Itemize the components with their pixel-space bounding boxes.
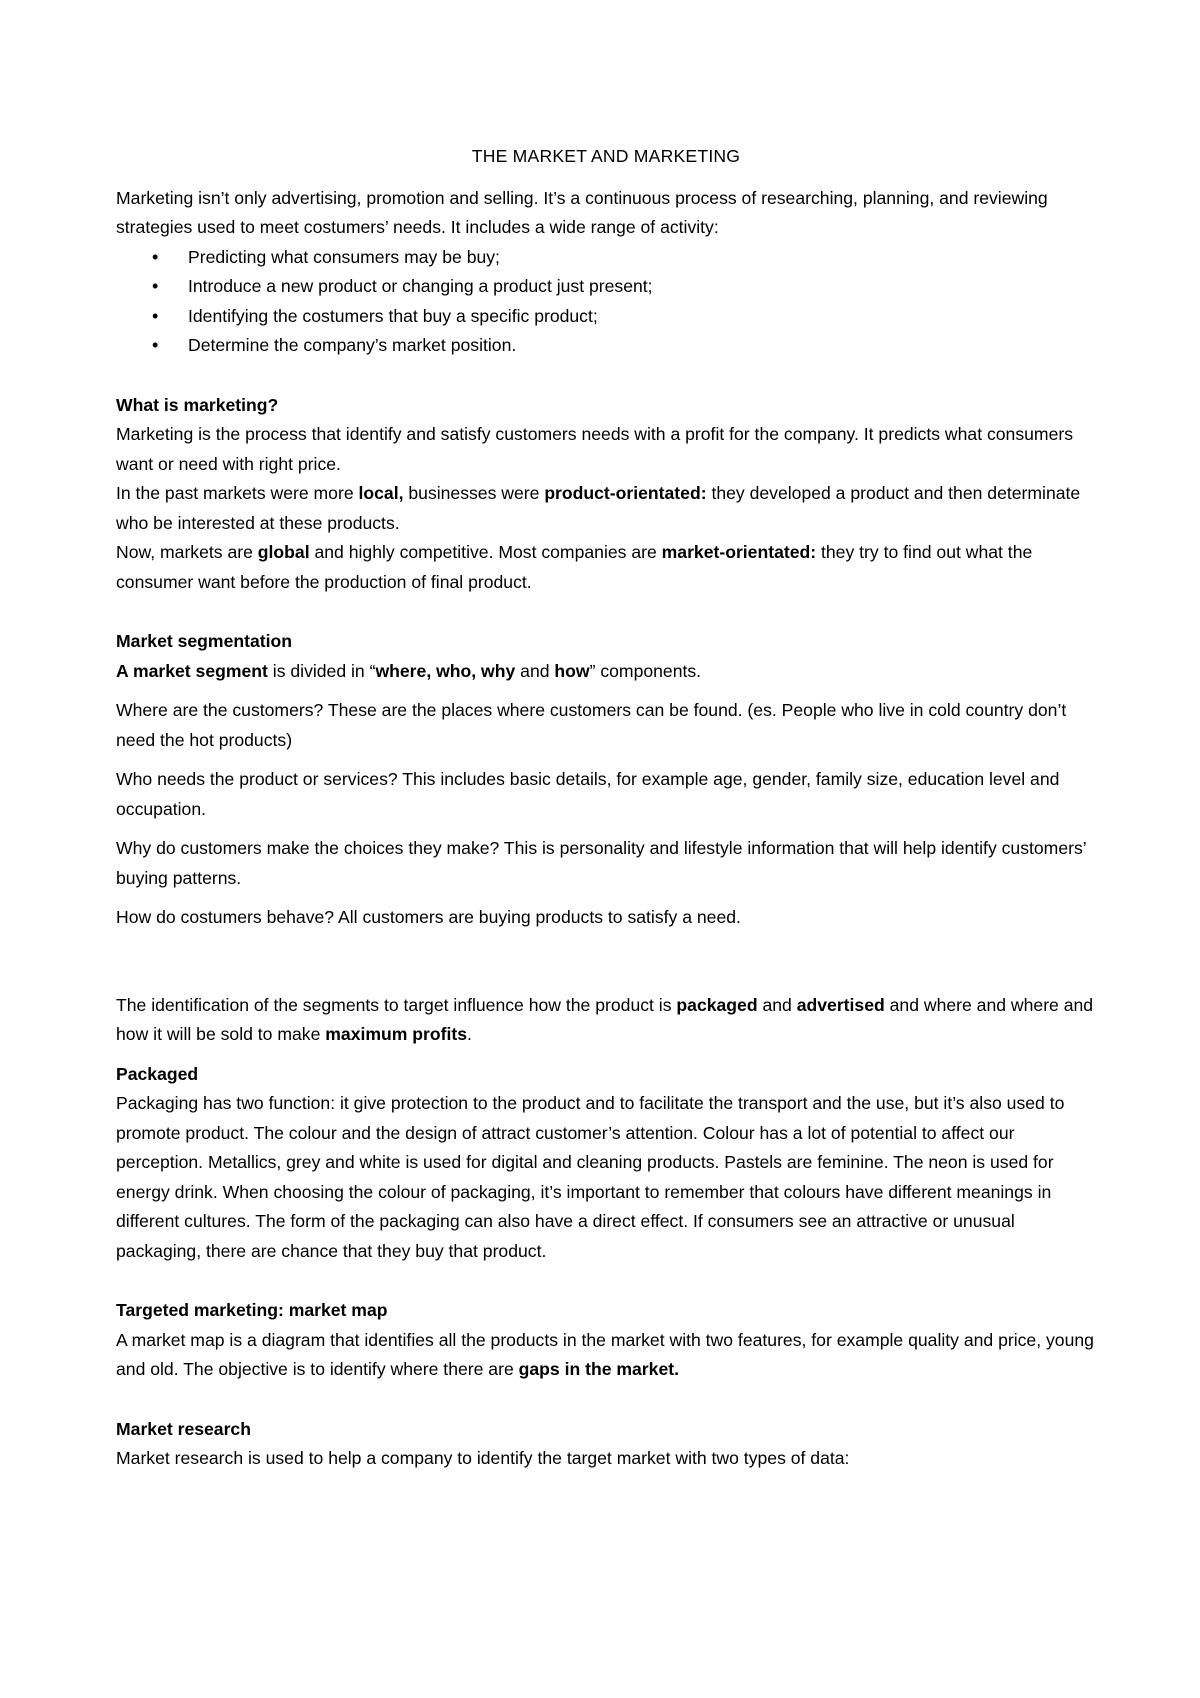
segmentation-intro: A market segment is divided in “where, who, why and how” components. (116, 660, 702, 681)
segment-where-paragraph: Where are the customers? These are the places where customers can be found. (es. People who live in cold country don’t need the hot products) (116, 700, 1067, 750)
section-heading-market-segmentation: Market segmentation (116, 631, 292, 651)
list-item: • Predicting what consumers may be buy; (116, 243, 1096, 273)
list-item: • Introduce a new product or changing a product just present; (116, 272, 1096, 302)
list-item: • Determine the company’s market position. (116, 331, 1096, 361)
document-body (116, 142, 1096, 1474)
segment-why-paragraph: Why do customers make the choices they make? This is personality and lifestyle information that will help identify customers’ buying patterns. (116, 838, 1087, 888)
section-heading-market-research: Market research (116, 1418, 251, 1439)
section-heading-what-is-marketing: What is marketing? (116, 394, 279, 415)
market-map-paragraph: A market map is a diagram that identifies all the products in the market with two features, for example quality and price, young and old. The objective is to identify where there are gaps in the market. (116, 1329, 1094, 1379)
segment-who-paragraph: Who needs the product or services? This includes basic details, for example age, gender, family size, education level and occupation. (116, 769, 1060, 819)
market-research-paragraph: Market research is used to help a company to identify the target market with two types of data: (116, 1448, 850, 1468)
activity-list (116, 243, 1096, 361)
marketing-definition: Marketing is the process that identify and satisfy customers needs with a profit for the company. It predicts what consumers want or need with right price. (116, 424, 1074, 474)
current-markets-paragraph: Now, markets are global and highly competitive. Most companies are market-orientated: they try to find out what the consumer want before the production of final product. (116, 542, 1033, 592)
intro-paragraph: Marketing isn’t only advertising, promotion and selling. It’s a continuous process of researching, planning, and reviewing strategies used to meet costumers’ needs. It includes a wide range of activity: (116, 187, 1048, 237)
section-heading-packaged: Packaged (116, 1063, 199, 1084)
past-markets-paragraph: In the past markets were more local, businesses were product-orientated: they developed a product and then determinate who be interested at these products. (116, 483, 1081, 533)
segment-identification-paragraph: The identification of the segments to target influence how the product is packaged and advertised and where and where and how it will be sold to make maximum profits. (116, 994, 1094, 1044)
page-title: THE MARKET AND MARKETING (471, 146, 741, 166)
list-item: • Identifying the costumers that buy a specific product; (116, 302, 1096, 332)
packaged-paragraph: Packaging has two function: it give protection to the product and to facilitate the transport and the use, but it’s also used to promote product. The colour and the design of attract customer’s attention. Colour has a lot of potential to affect our perception. Metallics, grey and white is used for digital and cleaning products. Pastels are feminine. The neon is used for energy drink. When choosing the colour of packaging, it’s important to remember that colours have different meanings in different cultures. The form of the packaging can also have a direct effect. If consumers see an attractive or unusual packaging, there are chance that they buy that product. (116, 1093, 1065, 1261)
section-heading-targeted-marketing: Targeted marketing: market map (116, 1300, 388, 1320)
segment-how-paragraph: How do costumers behave? All customers are buying products to satisfy a need. (116, 907, 741, 927)
